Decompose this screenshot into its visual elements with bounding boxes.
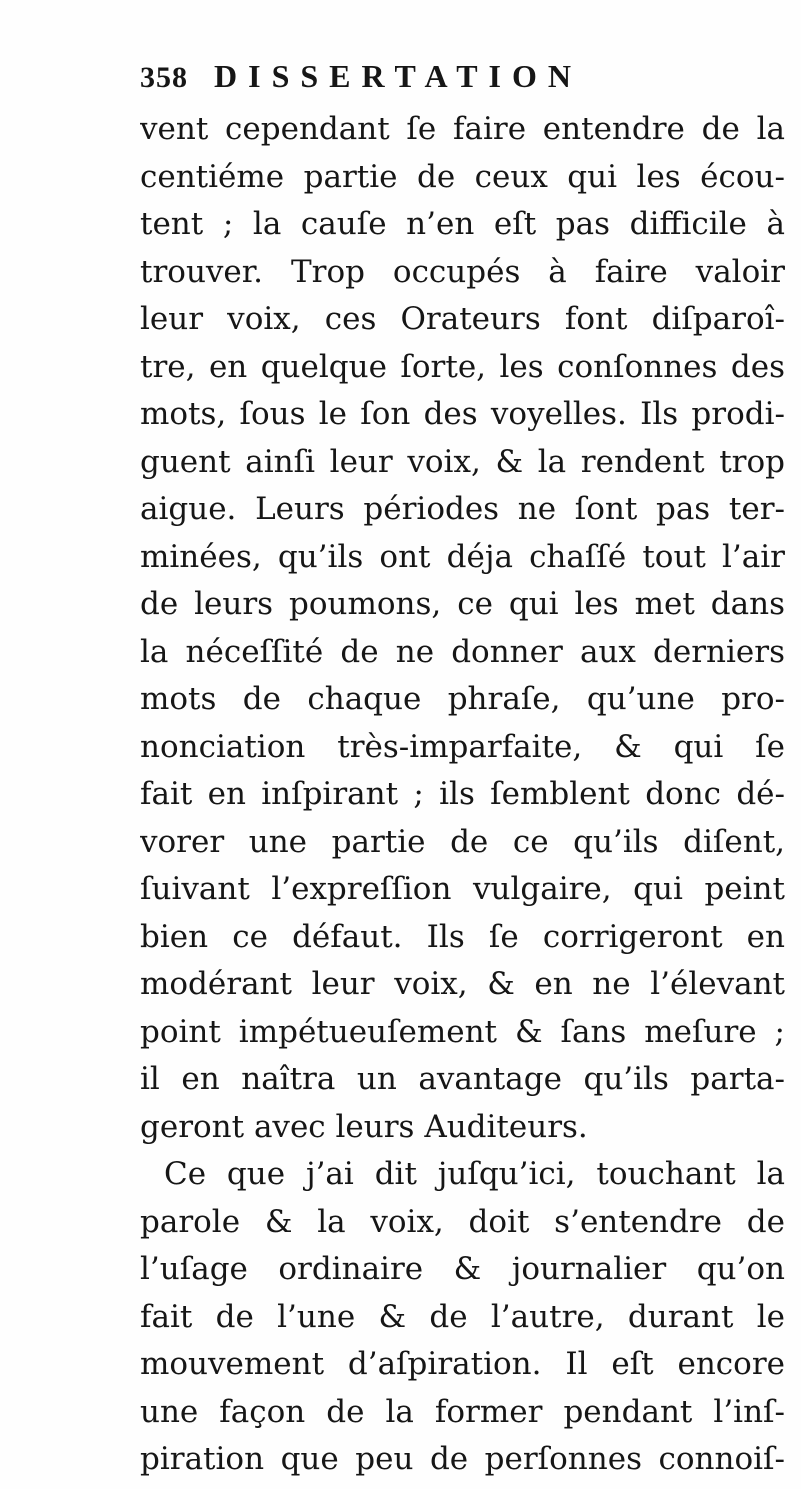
text-line: centiéme partie de ceux qui les écou- [140,158,785,195]
text-line: trouver. Trop occupés à faire valoir [140,253,785,290]
running-title: DISSERTATION [214,58,582,94]
text-line: nonciation très-imparfaite, & qui ſe [140,728,785,765]
text-line: une façon de la former pendant l’inſ- [140,1393,785,1430]
text-line: de leurs poumons, ce qui les met dans [140,586,785,622]
text-line: parole & la voix, doit s’entendre de [140,1203,785,1240]
text-line: la néceſſité de ne donner aux derniers [140,633,785,670]
text-line: mouvement d’aſpiration. Il eſt encore [140,1346,785,1382]
text-line: l’uſage ordinaire & journalier qu’on [140,1251,785,1287]
paragraph-start-line: Ce que j’ai dit juſqu’ici, touchant la [164,1156,785,1192]
text-line: minées, qu’ils ont déja chaſſé tout l’air [140,538,785,575]
text-line: mots de chaque phraſe, qu’une pro- [140,681,785,717]
text-line: bien ce défaut. Ils ſe corrigeront en [140,918,785,955]
page-number: 358 [140,61,188,94]
text-line: piration que peu de perſonnes connoiſ- [140,1441,785,1477]
text-line: vent cependant ſe faire entendre de la [140,111,785,147]
text-line: leur voix, ces Orateurs font diſparoî- [140,301,785,337]
text-line: fait de l’une & de l’autre, durant le [140,1298,785,1335]
text-line: ſuivant l’expreſſion vulgaire, qui peint [140,871,785,907]
text-line: aigue. Leurs périodes ne ſont pas ter- [140,491,785,527]
text-line: tent ; la cauſe n’en eſt pas difficile à [140,206,785,242]
text-line: vorer une partie de ce qu’ils diſent, [140,823,785,860]
text-line: point impétueuſement & ſans meſure ; [140,1013,785,1050]
text-line: guent ainſi leur voix, & la rendent trop [140,443,785,480]
paragraph-end-line: geront avec leurs Auditeurs. [140,1108,588,1145]
running-head [140,58,582,102]
text-line: modérant leur voix, & en ne l’élevant [140,966,785,1002]
text-line: mots, ſous le ſon des voyelles. Ils prodi- [140,396,785,432]
body-text [140,106,785,1484]
text-line: fait en inſpirant ; ils ſemblent donc dé- [140,776,785,812]
text-line: tre, en quelque ſorte, les conſonnes des [140,348,785,385]
text-line: il en naîtra un avantage qu’ils parta- [140,1061,785,1097]
